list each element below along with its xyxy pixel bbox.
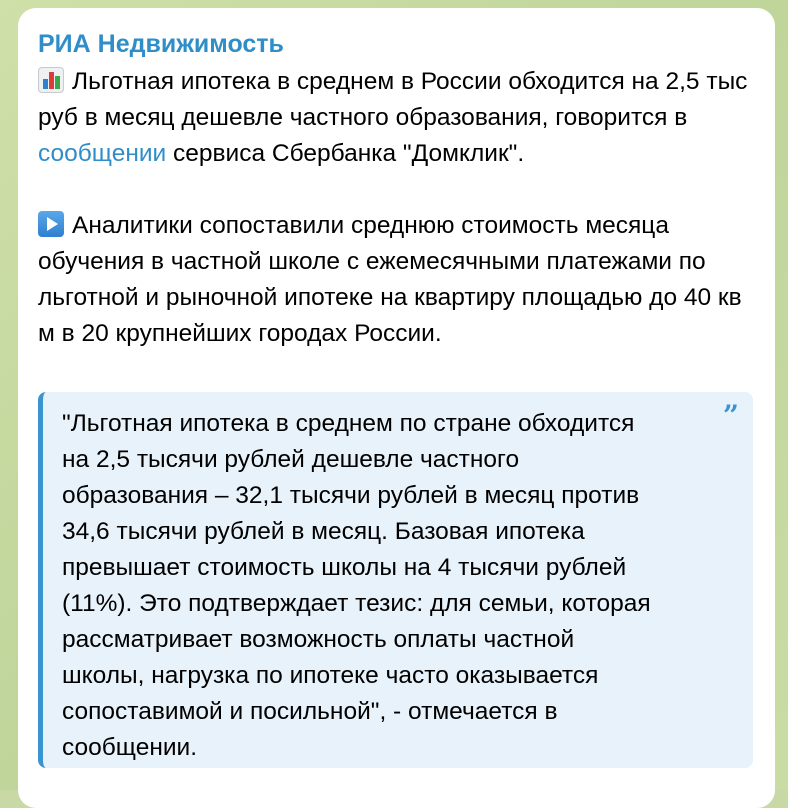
bar-chart-icon	[38, 67, 64, 93]
quote-line: 34,6 тысячи рублей в месяц. Базовая ипотека	[62, 518, 585, 545]
message-link[interactable]: сообщении	[38, 140, 167, 167]
blockquote	[38, 392, 753, 768]
play-button-icon	[38, 211, 64, 237]
quote-line: рассматривает возможность оплаты частной	[62, 626, 575, 653]
quote-icon: ”	[722, 399, 739, 432]
quote-line: превышает стоимость школы на 4 тысячи рублей	[62, 554, 627, 581]
quote-line: школы, нагрузка по ипотеке часто оказывается	[62, 662, 599, 689]
message-paragraph-1	[38, 64, 763, 172]
quote-line: сопоставимой и посильной", - отмечается в	[62, 698, 558, 725]
quote-line: "Льготная ипотека в среднем по стране обходится	[62, 410, 635, 437]
paragraph-2-text: Аналитики сопоставили среднюю стоимость месяца обучения в частной школе с ежемесячными платежами по льготной и рыночной ипотеке на квартиру площадью до 40 кв м в 20 крупнейших городах России.	[38, 212, 742, 347]
quote-line: образования – 32,1 тысячи рублей в месяц против	[62, 482, 640, 509]
paragraph-1-text-after: сервиса Сбербанка "Домклик".	[166, 140, 525, 167]
quote-line: (11%). Это подтверждает тезис: для семьи, которая	[62, 590, 651, 617]
quote-line: сообщении.	[62, 734, 198, 761]
paragraph-1-text-before: Льготная ипотека в среднем в России обходится на 2,5 тыс руб в месяц дешевле частного образования, говорится в	[38, 68, 748, 131]
message-paragraph-2	[38, 208, 763, 352]
channel-name[interactable]: РИА Недвижимость	[38, 30, 284, 58]
message-bubble	[18, 8, 775, 808]
quote-line: на 2,5 тысячи рублей дешевле частного	[62, 446, 520, 473]
